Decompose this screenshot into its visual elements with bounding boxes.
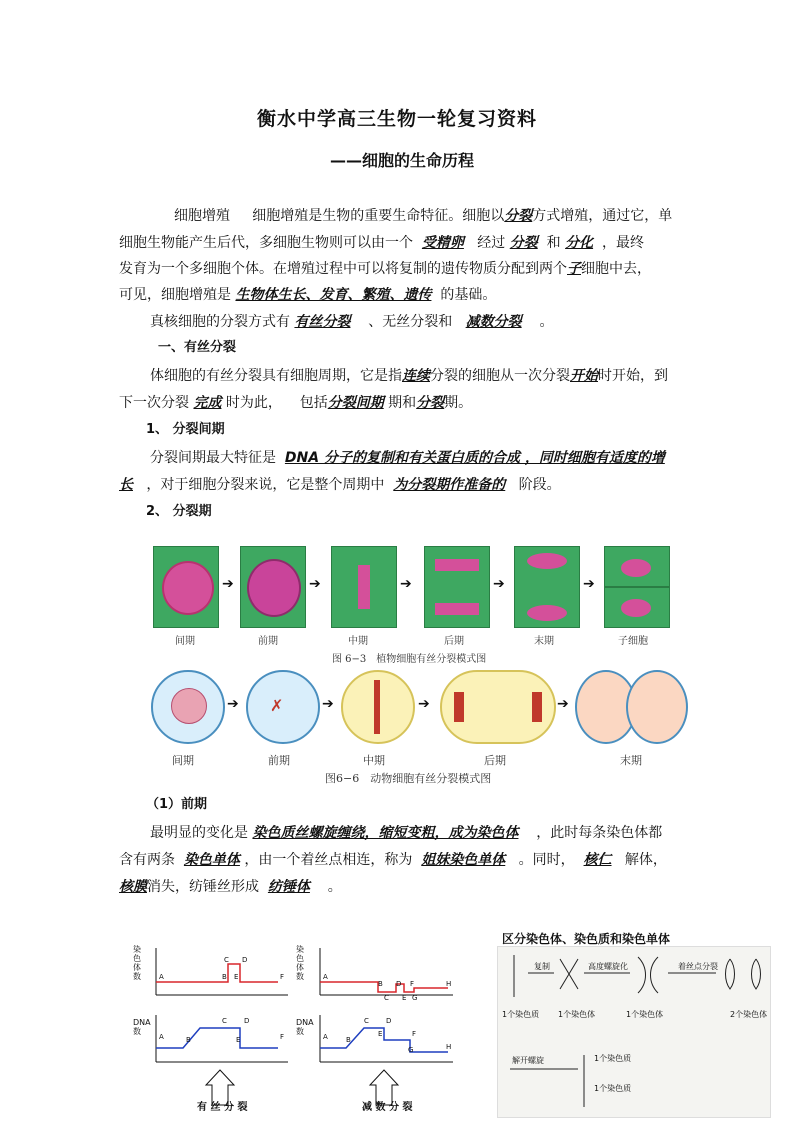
mitosis-chromosome-line [156,964,278,982]
prophase-line-3: 核膜消失，纺锤丝形成 纺锤体 。 [119,879,342,895]
arrow-icon: ➔ [557,696,569,712]
fig66-label: 中期 [363,754,385,767]
arrow-icon: ➔ [322,696,334,712]
arrow-icon: ➔ [227,696,239,712]
ylabel-dna-left: DNA数 [133,1018,151,1036]
animal-cell-telophase-right [626,670,688,744]
animal-cell-prophase: ✗ [246,670,320,744]
sub1-line-2: 长 ，对于细胞分裂来说，它是整个周期中 为分裂期作准备的 阶段。 [119,477,561,493]
ylabel-chromosome-right: 染色体数 [296,945,304,981]
sec1-line-1: 体细胞的有丝分裂具有细胞周期，它是指连续分裂的细胞从一次分裂开始时开始，到 [150,368,668,384]
intro-line-1: 细胞增殖 细胞增殖是生物的重要生命特征。细胞以分裂方式增殖，通过它，单 [174,208,673,224]
plant-cell-anaphase [424,546,490,628]
sub1-heading: 1、 分裂间期 [146,422,225,437]
sub1-line-1: 分裂间期最大特征是 DNA 分子的复制和有关蛋白质的合成 ，同时细胞有适度的增 [150,450,665,466]
handwritten-drawing [498,947,770,1117]
intro-line-4: 可见，细胞增殖是 生物体生长、发育、繁殖、遗传 的基础。 [119,287,497,303]
meiosis-dna-line [320,1028,448,1052]
section-1-heading: 一、有丝分裂 [158,340,237,355]
arrow-icon: ➔ [400,576,412,592]
fig66-caption: 图6−6 动物细胞有丝分裂模式图 [325,772,492,785]
fig66-label: 末期 [620,754,642,767]
ylabel-dna-right: DNA数 [296,1018,314,1036]
animal-cell-metaphase [341,670,415,744]
fig63-label: 中期 [348,636,368,647]
fig63-label: 后期 [444,636,464,647]
fig66-label: 后期 [484,754,506,767]
fig63-label: 间期 [175,636,195,647]
intro-line-3: 发育为一个多细胞个体。在增殖过程中可以将复制的遗传物质分配到两个子细胞中去， [119,261,651,277]
prophase-line-2: 含有两条 染色单体 ，由一个着丝点相连，称为 姐妹染色单体 。同时， 核仁 解体， [119,852,667,868]
sub2-heading: 2、 分裂期 [146,504,212,519]
meiosis-graph-caption: 减 数 分 裂 [362,1102,413,1113]
prophase-heading: （1）前期 [146,797,208,812]
fig63-caption: 图 6−3 植物细胞有丝分裂模式图 [332,654,487,665]
animal-cell-interphase [151,670,225,744]
plant-daughter-cells [604,546,670,628]
fig63-label: 末期 [534,636,554,647]
arrow-icon: ➔ [309,576,321,592]
intro-line-5: 真核细胞的分裂方式有 有丝分裂 、无丝分裂和 减数分裂 。 [150,314,554,330]
arrow-icon: ➔ [583,576,595,592]
animal-cell-anaphase [440,670,556,744]
mitosis-dna-line [156,1028,278,1048]
arrow-icon: ➔ [418,696,430,712]
arrow-icon: ➔ [222,576,234,592]
meiosis-chromosome-line [320,982,448,992]
sec1-line-2: 下一次分裂 完成 时为此， 包括分裂间期 期和分裂期。 [119,395,473,411]
intro-term: 细胞增殖 [174,208,230,224]
fig63-label: 子细胞 [618,636,648,647]
arrow-icon: ➔ [493,576,505,592]
page-title: 衡水中学高三生物一轮复习资料 [256,108,537,130]
fig63-label: 前期 [258,636,278,647]
plant-cell-metaphase [331,546,397,628]
fig66-label: 前期 [268,754,290,767]
page-subtitle: ——细胞的生命历程 [329,151,474,170]
plant-cell-prophase [240,546,306,628]
prophase-line-1: 最明显的变化是 染色质丝螺旋缠绕，缩短变粗，成为染色体 ，此时每条染色体都 [150,825,663,841]
plant-cell-interphase [153,546,219,628]
right-box-title: 区分染色体、染色质和染色单体 [502,932,671,946]
mitosis-graph-caption: 有 丝 分 裂 [197,1102,248,1113]
fig66-label: 间期 [172,754,194,767]
ylabel-chromosome-left: 染色体数 [133,945,141,981]
intro-line-2: 细胞生物能产生后代，多细胞生物则可以由一个 受精卵 经过 分裂 和 分化 ，最终 [119,235,644,251]
plant-cell-telophase [514,546,580,628]
handwritten-notes: 复制 高度螺旋化 着丝点分裂 1个染色质 1个染色体 1个染色体 2个染色体 解开螺旋 1个染色质 1个染色质 [497,946,771,1118]
